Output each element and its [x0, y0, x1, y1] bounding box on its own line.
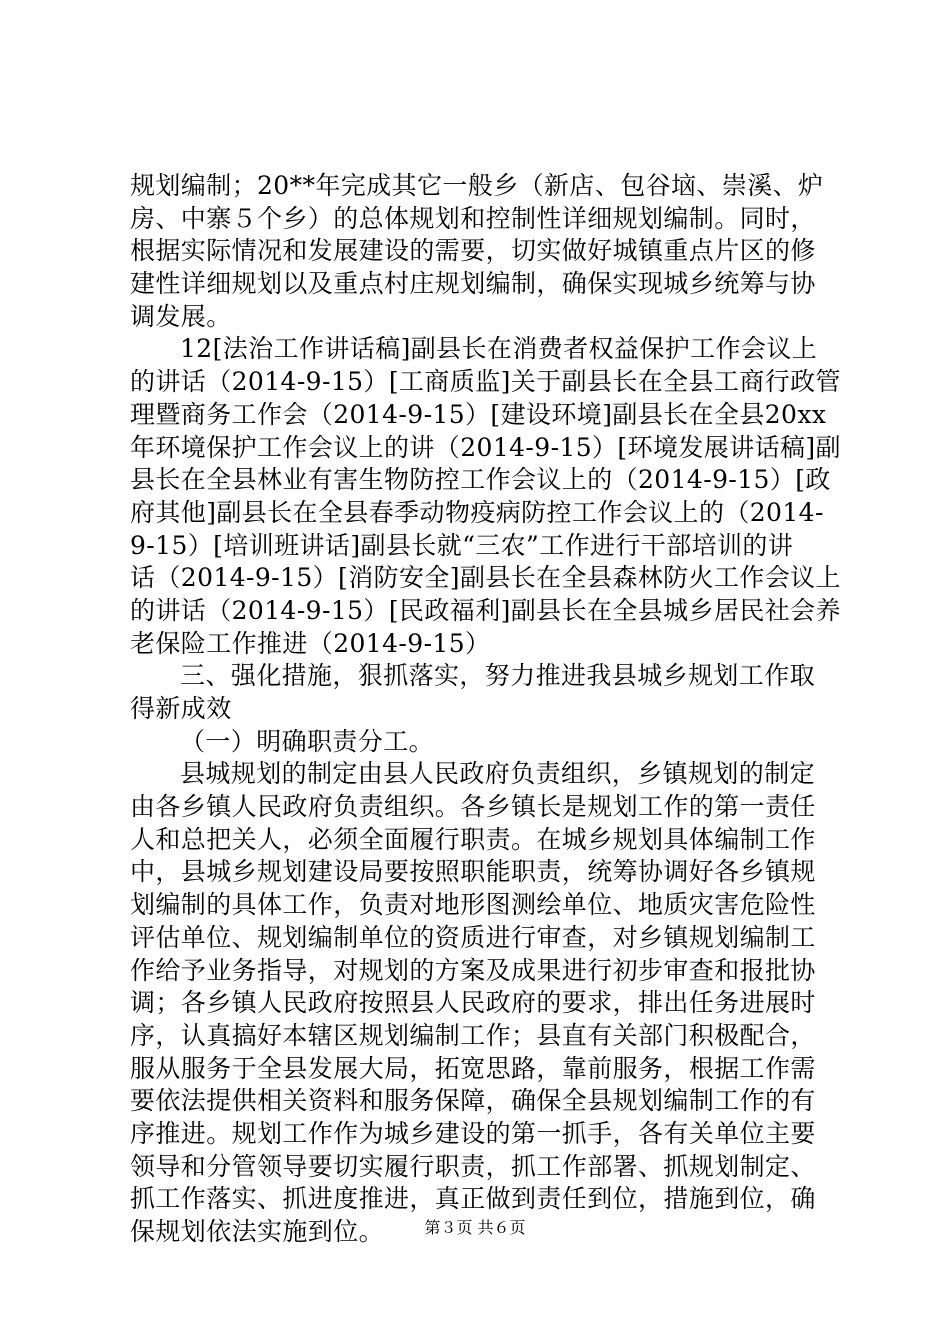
text-line: 理暨商务工作会（2014-9-15）[建设环境]副县长在全县20xx — [130, 399, 827, 429]
subsection-heading: （一）明确职责分工。 — [180, 726, 435, 756]
text-line: 作给予业务指导，对规划的方案及成果进行初步审查和报批协 — [130, 955, 816, 985]
section-heading: 三、强化措施，狠抓落实，努力推进我县城乡规划工作取 — [180, 661, 816, 691]
text-line: 评估单位、规划编制单位的资质进行审查，对乡镇规划编制工 — [130, 922, 816, 952]
text-line: 县长在全县林业有害生物防控工作会议上的（2014-9-15）[政 — [130, 465, 831, 495]
text-line: 服从服务于全县发展大局，拓宽思路，靠前服务，根据工作需 — [130, 1053, 816, 1083]
text-line: 人和总把关人，必须全面履行职责。在城乡规划具体编制工作 — [130, 824, 816, 854]
text-line: 保规划依法实施到位。 — [130, 1217, 385, 1246]
text-line: 9-15）[培训班讲话]副县长就“三农”工作进行干部培训的讲 — [130, 530, 794, 560]
text-line: 序推进。规划工作作为城乡建设的第一抓手，各有关单位主要 — [130, 1118, 816, 1148]
text-line: 话（2014-9-15）[消防安全]副县长在全县森林防火工作会议上 — [130, 563, 841, 593]
text-line: 的讲话（2014-9-15）[工商质监]关于副县长在全县工商行政管 — [130, 367, 841, 397]
text-line: 12[法治工作讲话稿]副县长在消费者权益保护工作会议上 — [180, 334, 818, 364]
text-line: 领导和分管领导要切实履行职责，抓工作部署、抓规划制定、 — [130, 1151, 816, 1181]
text-line: 房、中寨５个乡）的总体规划和控制性详细规划编制。同时， — [130, 203, 816, 233]
text-line: 调；各乡镇人民政府按照县人民政府的要求，排出任务进展时 — [130, 988, 816, 1018]
section-heading: 得新成效 — [130, 694, 232, 723]
text-line: 规划编制；20**年完成其它一般乡（新店、包谷垴、崇溪、炉 — [130, 171, 824, 200]
text-line: 由各乡镇人民政府负责组织。各乡镇长是规划工作的第一责任 — [130, 792, 816, 822]
text-line: 的讲话（2014-9-15）[民政福利]副县长在全县城乡居民社会养 — [130, 595, 841, 625]
page-number-footer: 第３页 共６页 — [424, 1218, 526, 1237]
text-line: 年环境保护工作会议上的讲（2014-9-15）[环境发展讲话稿]副 — [130, 432, 841, 462]
text-line: 建性详细规划以及重点村庄规划编制，确保实现城乡统筹与协 — [130, 269, 816, 299]
text-line: 中，县城乡规划建设局要按照职能职责，统筹协调好各乡镇规 — [130, 857, 816, 887]
text-line: 划编制的具体工作，负责对地形图测绘单位、地质灾害危险性 — [130, 890, 816, 920]
text-line: 县城规划的制定由县人民政府负责组织，乡镇规划的制定 — [180, 759, 816, 789]
document-body — [130, 170, 841, 1249]
text-line: 抓工作落实、抓进度推进，真正做到责任到位，措施到位，确 — [130, 1184, 816, 1214]
text-line: 府其他]副县长在全县春季动物疫病防控工作会议上的（2014- — [130, 497, 824, 527]
text-line: 序，认真搞好本辖区规划编制工作；县直有关部门积极配合， — [130, 1020, 816, 1050]
text-line: 要依法提供相关资料和服务保障，确保全县规划编制工作的有 — [130, 1086, 816, 1116]
text-line: 老保险工作推进（2014-9-15） — [130, 628, 491, 658]
text-line: 根据实际情况和发展建设的需要，切实做好城镇重点片区的修 — [130, 236, 816, 266]
text-line: 调发展。 — [130, 301, 232, 331]
